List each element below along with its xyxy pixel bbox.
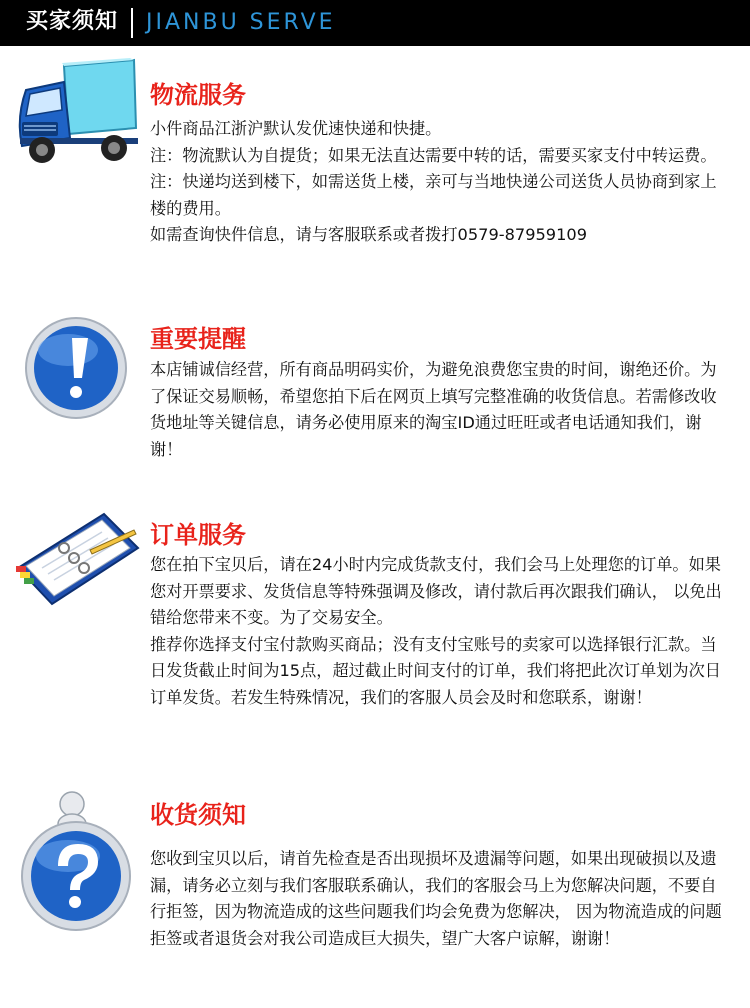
section-title-order: 订单服务 xyxy=(150,521,246,549)
section-body-receiving xyxy=(150,846,730,952)
paragraph: 小件商品江浙沪默认发优速快递和快捷。 xyxy=(150,119,442,138)
paragraph: 注：快递均送到楼下，如需送货上楼，亲可与当地快递公司送货人员协商到家上楼的费用。 xyxy=(150,172,717,218)
paragraph: 如需查询快件信息，请与客服联系或者拨打0579-87959109 xyxy=(150,225,587,244)
truck-icon xyxy=(12,58,142,178)
section-body-notice xyxy=(150,357,730,463)
section-title-receiving: 收货须知 xyxy=(150,801,246,829)
paragraph: 推荐你选择支付宝付款购买商品；没有支付宝账号的卖家可以选择银行汇款。当日发货截止时间为15点，超过截止时间支付的订单，我们将把此次订单划为次日订单发货。若发生特殊情况，我们的客服人员会及时和您联系，谢谢！ xyxy=(150,634,721,707)
header-bar xyxy=(0,0,750,46)
notebook-icon xyxy=(12,508,142,628)
paragraph: 本店铺诚信经营，所有商品明码实价，为避免浪费您宝贵的时间，谢绝还价。为了保证交易顺畅，希望您拍下后在网页上填写完整准确的收货信息。若需修改收货地址等关键信息，请务必使用原来的淘宝ID通过旺旺或者电话通知我们，谢谢！ xyxy=(150,360,717,459)
section-body-order xyxy=(150,552,730,711)
section-title-notice: 重要提醒 xyxy=(150,325,246,353)
page-subtitle: JIANBU SERVE xyxy=(146,10,336,35)
paragraph: 您收到宝贝以后，请首先检查是否出现损坏及遗漏等问题，如果出现破损以及遗漏，请务必立刻与我们客服联系确认，我们的客服会马上为您解决问题，不要自行拒签，因为物流造成的这些问题我们均会免费为您解决， 因为物流造成的问题拒签或者退货会对我公司造成巨大损失，望广大客户谅解，谢谢！ xyxy=(150,849,722,948)
question-icon xyxy=(12,786,142,936)
header-divider xyxy=(131,8,133,38)
paragraph: 您在拍下宝贝后，请在24小时内完成货款支付，我们会马上处理您的订单。如果您对开票要求、发货信息等特殊强调及修改，请付款后再次跟我们确认， 以免出错给您带来不变。为了交易安全。 xyxy=(150,555,722,627)
section-title-logistics: 物流服务 xyxy=(150,81,246,109)
page-title: 买家须知 xyxy=(26,9,119,34)
exclamation-icon xyxy=(12,312,142,432)
section-body-logistics xyxy=(150,116,730,249)
paragraph: 注：物流默认为自提货；如果无法直达需要中转的话，需要买家支付中转运费。 xyxy=(150,145,717,165)
